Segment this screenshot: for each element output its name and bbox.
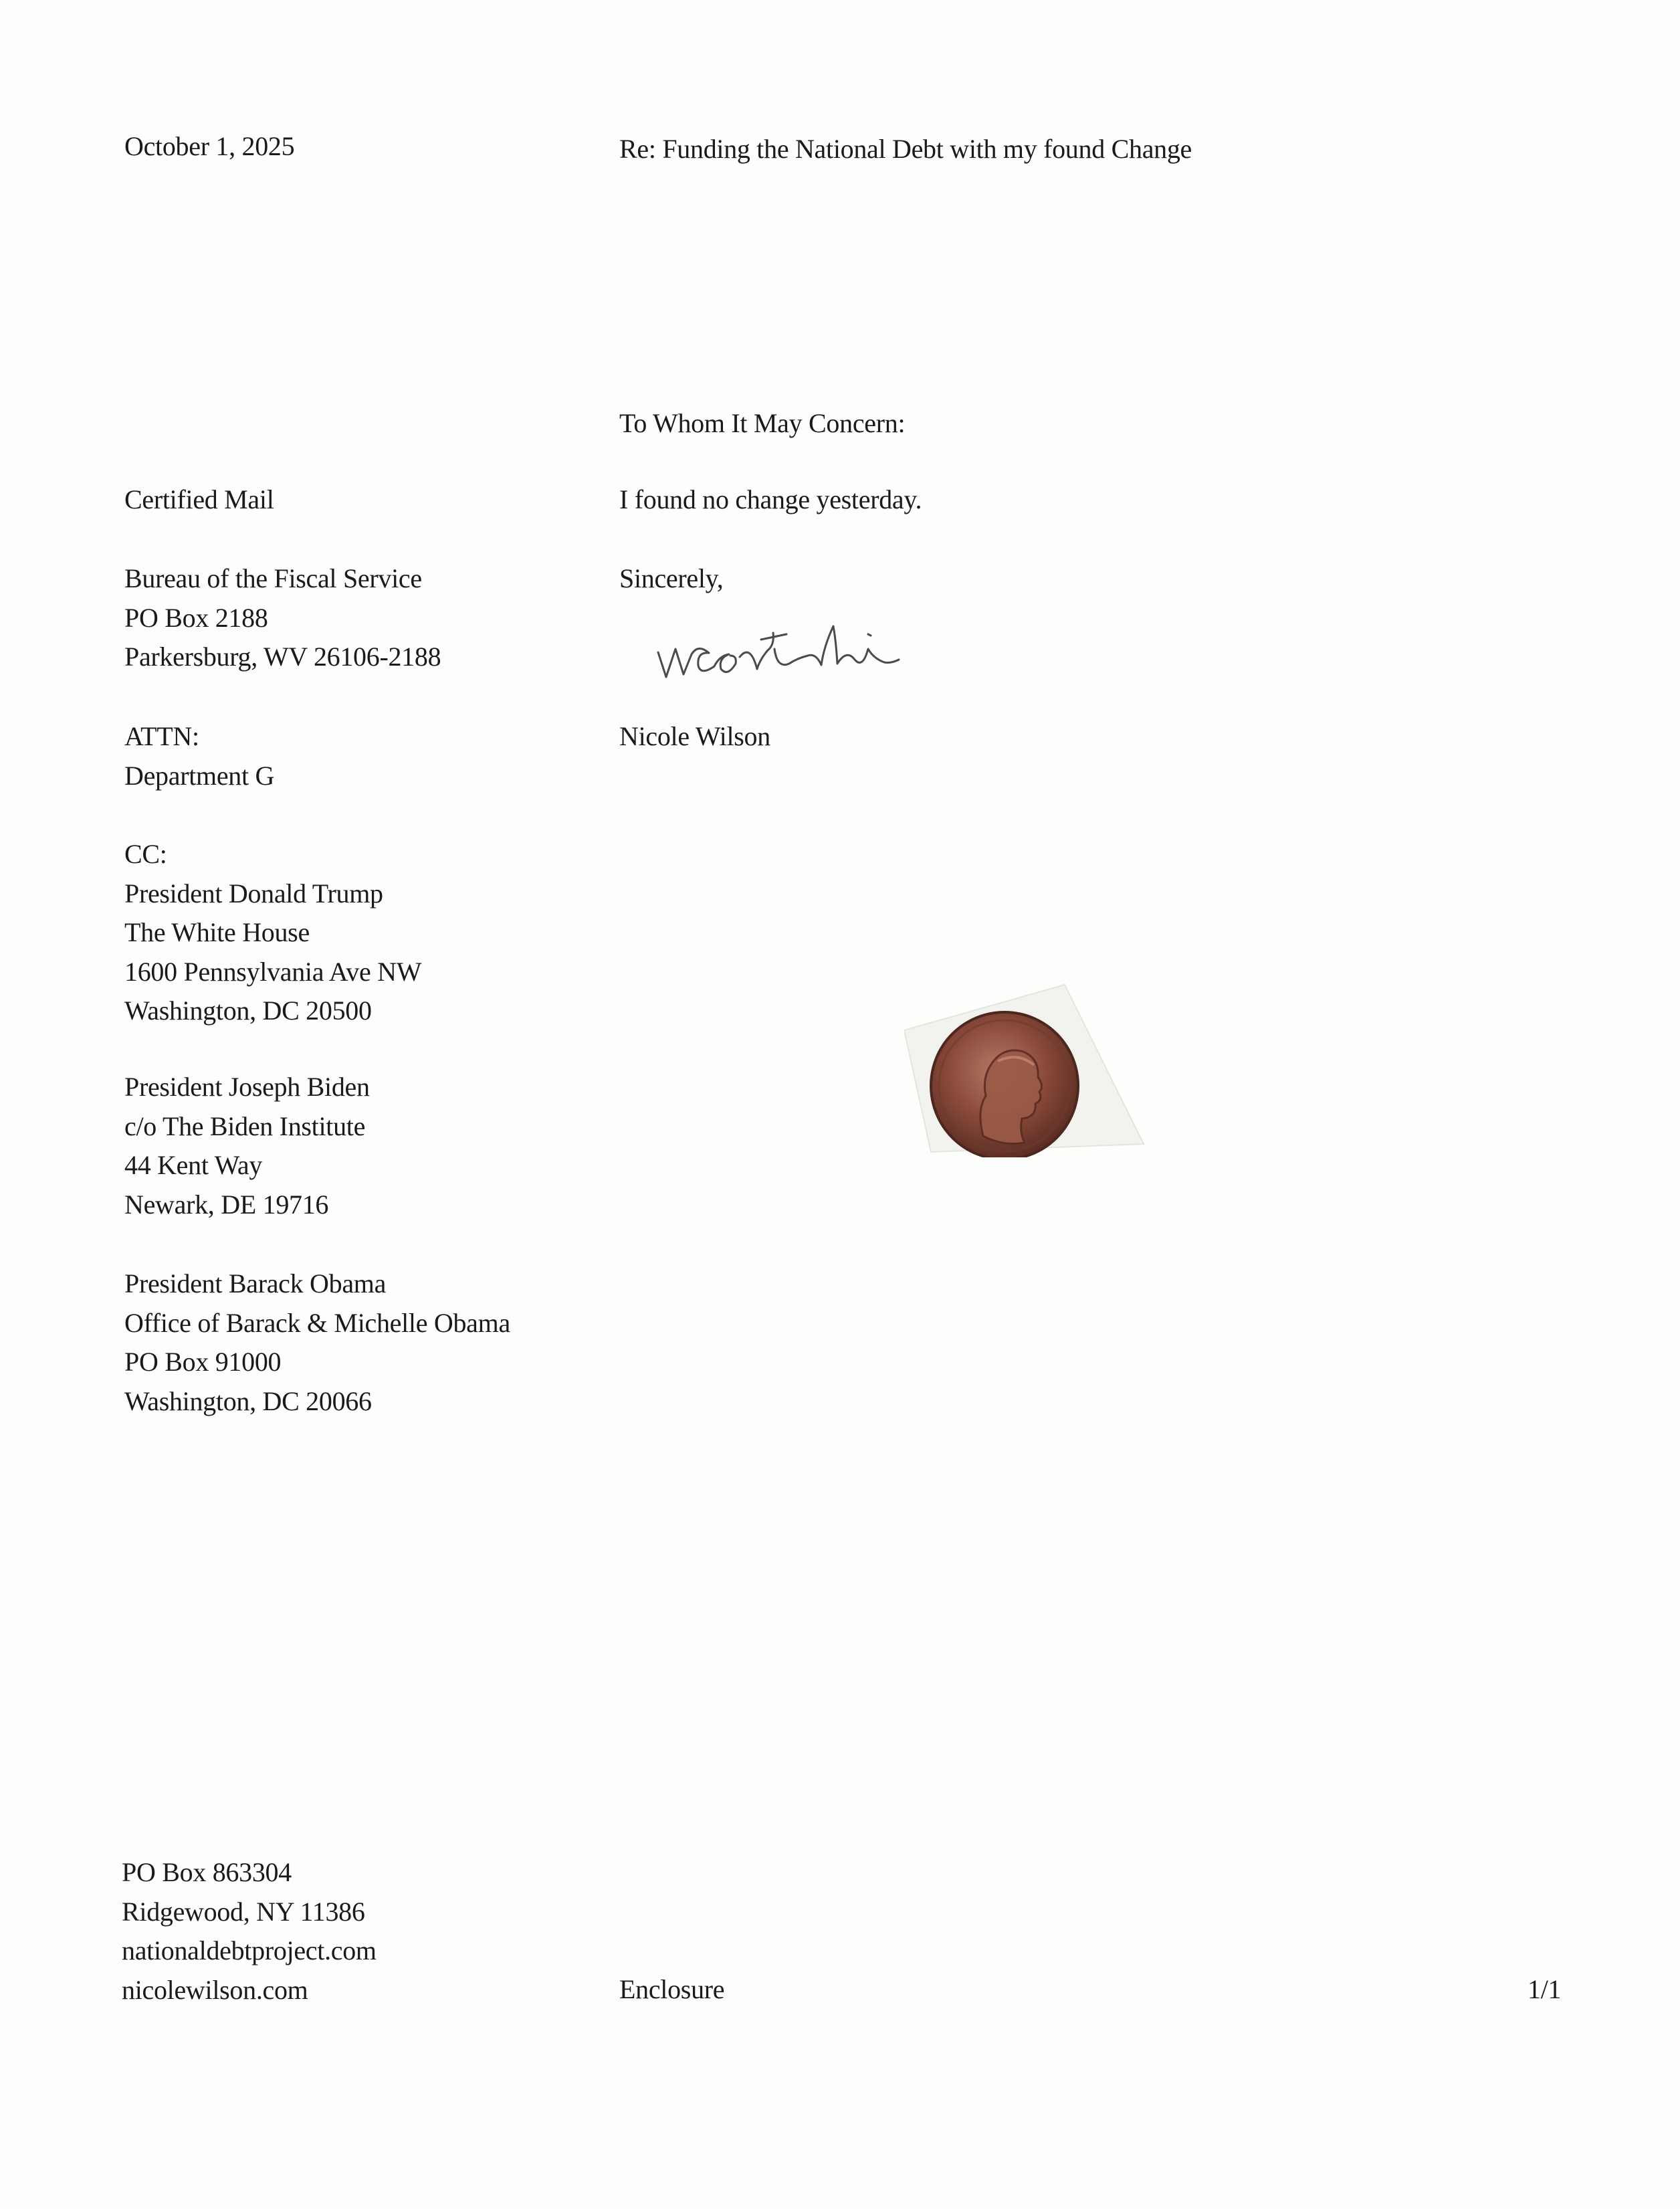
letter-body: I found no change yesterday. [619,484,922,514]
cc-line: PO Box 91000 [124,1347,282,1377]
sender-line: Ridgewood, NY 11386 [122,1896,365,1927]
cc-line: 1600 Pennsylvania Ave NW [124,956,422,987]
cc-line: Washington, DC 20500 [124,995,372,1026]
cc-trump [124,835,421,1031]
cc-line: Office of Barack & Michelle Obama [124,1307,510,1338]
delivery-method: Certified Mail [124,484,274,514]
cc-line: President Barack Obama [124,1268,387,1299]
sender-line: PO Box 863304 [122,1857,292,1887]
cc-line: President Donald Trump [124,878,383,908]
cc-biden [124,1068,370,1224]
cc-line: CC: [124,839,167,869]
cc-line: President Joseph Biden [124,1072,370,1102]
sender-website-link[interactable]: nicolewilson.com [122,1974,308,2005]
closing: Sincerely, [619,563,724,593]
cc-obama [124,1264,510,1421]
recipient-line: PO Box 2188 [124,602,268,633]
sender-contact [122,1853,377,2010]
cc-line: Washington, DC 20066 [124,1385,372,1416]
salutation: To Whom It May Concern: [619,408,906,438]
penny-coin-icon [904,977,1145,1157]
recipient-line: Parkersburg, WV 26106-2188 [124,642,441,672]
attn-line: Department G [124,760,275,791]
cc-line: 44 Kent Way [124,1150,263,1180]
cc-line: c/o The Biden Institute [124,1111,366,1141]
signer-name: Nicole Wilson [619,721,770,751]
letter-date: October 1, 2025 [124,131,295,161]
enclosure-label: Enclosure [619,1974,725,2004]
attn-line: ATTN: [124,721,199,751]
letter-subject: Re: Funding the National Debt with my found Change [619,134,1192,164]
handwritten-signature [650,602,951,702]
attention-block [124,717,274,795]
page-number: 1/1 [1528,1974,1562,2004]
sender-website-link[interactable]: nationaldebtproject.com [122,1935,377,1965]
cc-line: Newark, DE 19716 [124,1189,329,1220]
recipient-address [124,559,441,677]
cc-line: The White House [124,917,310,947]
recipient-line: Bureau of the Fiscal Service [124,563,422,593]
